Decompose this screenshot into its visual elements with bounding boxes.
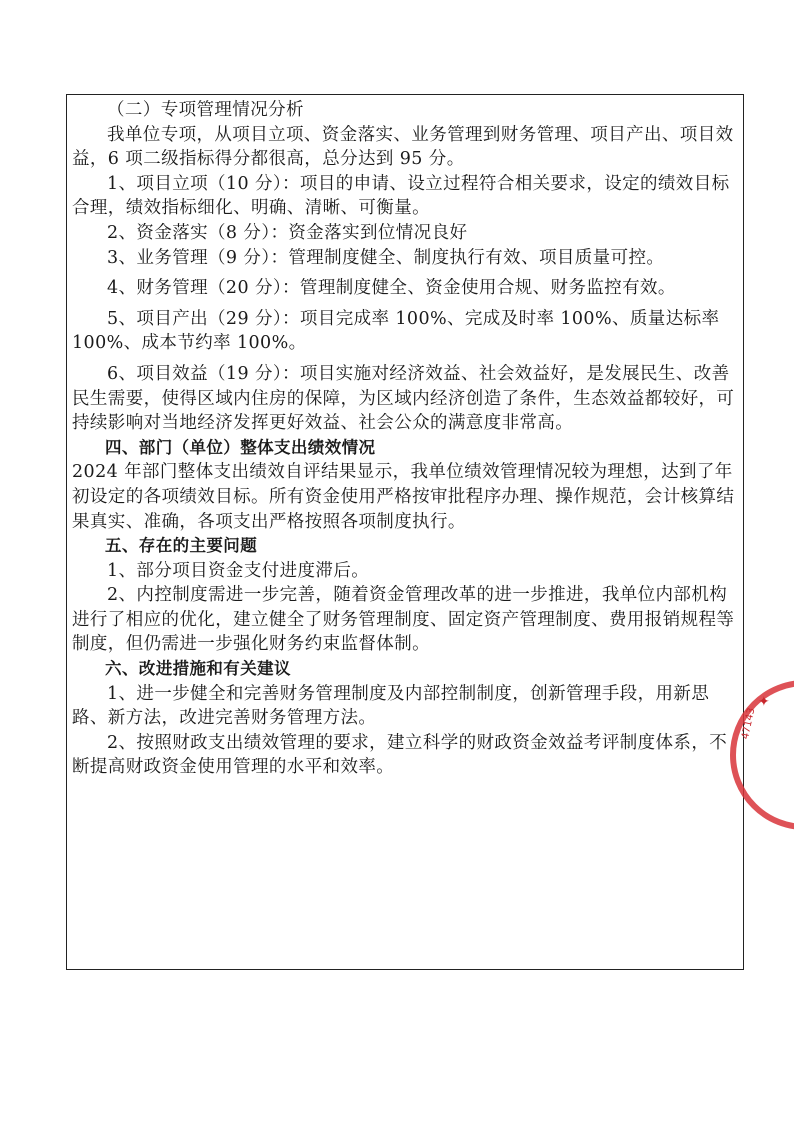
heading-main-problems: 五、存在的主要问题 <box>105 536 258 556</box>
section-two-heading: （二）专项管理情况分析 <box>107 100 304 120</box>
document-body <box>72 98 738 780</box>
paragraph-overall-performance: 2024 年部门整体支出绩效自评结果显示，我单位绩效管理情况较为理想，达到了年初设定的各项绩效目标。所有资金使用严格按审批程序办理、操作规范，会计核算结果真实、准确，各项支出严格按照各项制度执行。 <box>72 462 735 532</box>
item-financial-management: 4、财务管理（20 分）：管理制度健全、资金使用合规、财务监控有效。 <box>107 278 676 299</box>
problem-item-1: 1、部分项目资金支付进度滞后。 <box>107 560 370 581</box>
item-project-approval: 1、项目立项（10 分）：项目的申请、设立过程符合相关要求，设定的绩效目标合理，绩效指标细化、明确、清晰、可衡量。 <box>72 173 730 219</box>
measure-item-2: 2、按照财政支出绩效管理的要求，建立科学的财政资金效益考评制度体系，不断提高财政资金使用管理的水平和效率。 <box>72 732 728 778</box>
item-fund-implementation: 2、资金落实（8 分）：资金落实到位情况良好 <box>107 222 468 243</box>
item-project-output: 5、项目产出（29 分）：项目完成率 100%、完成及时率 100%、质量达标率 100%、成本节约率 100%。 <box>72 308 720 354</box>
seal-star-icon: ✦ <box>758 694 770 710</box>
official-seal-partial <box>724 680 794 830</box>
item-business-management: 3、业务管理（9 分）：管理制度健全、制度执行有效、项目质量可控。 <box>107 247 665 268</box>
paragraph-intro: 我单位专项，从项目立项、资金落实、业务管理到财务管理、项目产出、项目效益，6 项二级指标得分都很高，总分达到 95 分。 <box>72 124 734 170</box>
heading-overall-performance: 四、部门（单位）整体支出绩效情况 <box>105 437 376 457</box>
measure-item-1: 1、进一步健全和完善财务管理制度及内部控制制度，创新管理手段，用新思路、新方法，改进完善财务管理方法。 <box>72 683 710 729</box>
seal-code: 47143 <box>740 706 758 741</box>
heading-improvement-measures: 六、改进措施和有关建议 <box>105 659 291 679</box>
item-project-benefit: 6、项目效益（19 分）：项目实施对经济效益、社会效益好，是发展民生、改善民生需要，使得区域内住房的保障，为区域内经济创造了条件，生态效益都较好，可持续影响对当地经济发挥更好效益、社会公众的满意度非常高。 <box>72 363 735 434</box>
problem-item-2: 2、内控制度需进一步完善，随着资金管理改革的进一步推进，我单位内部机构进行了相应的优化，建立健全了财务管理制度、固定资产管理制度、费用报销规程等制度，但仍需进一步强化财务约束监督体制。 <box>72 585 735 655</box>
